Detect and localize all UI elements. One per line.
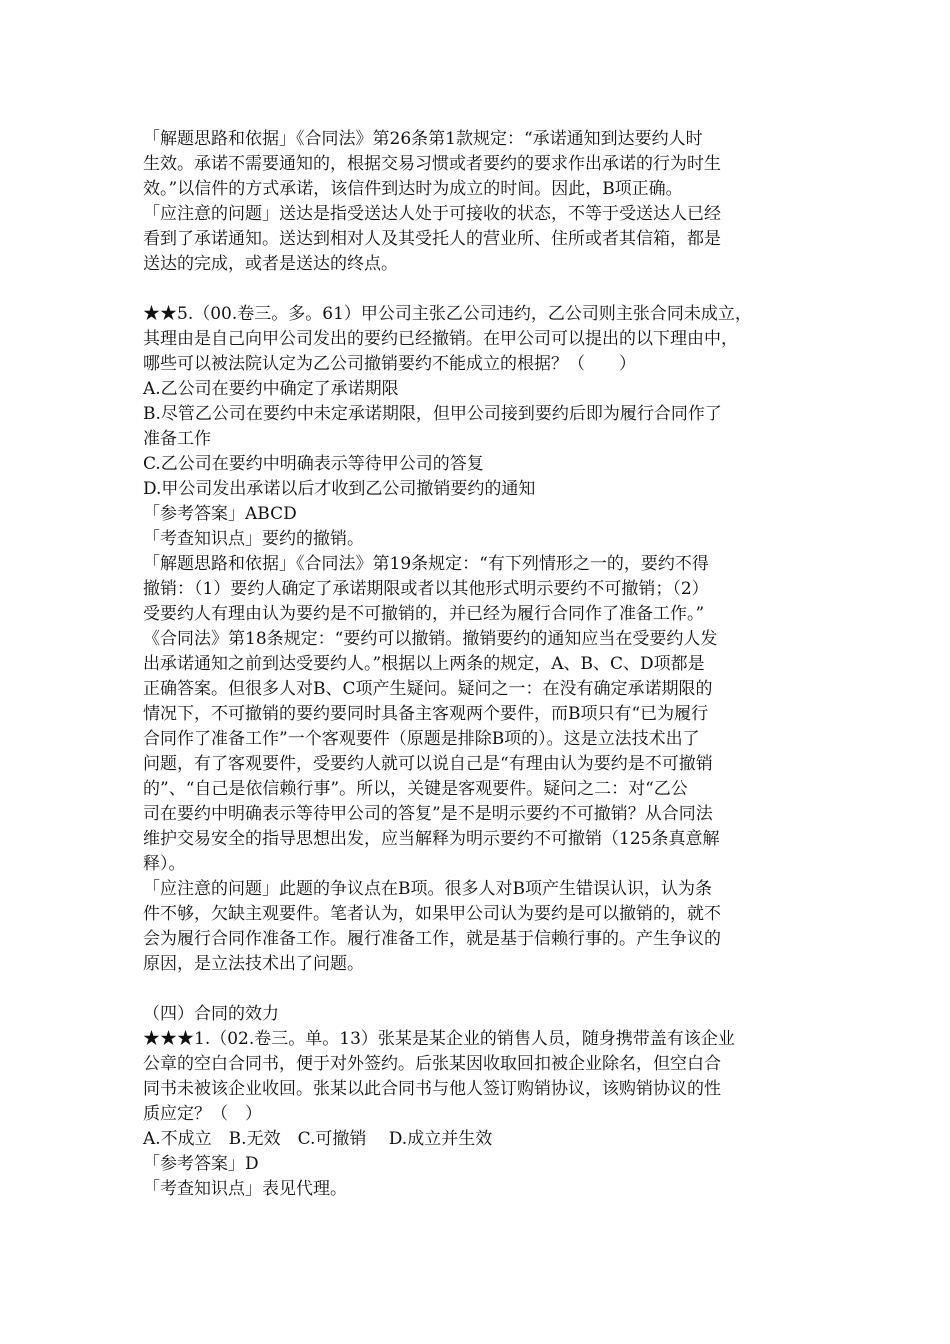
text-line: 「考查知识点」要约的撤销。	[143, 529, 364, 549]
text-line: 问题，有了客观要件，受要约人就可以说自己是“有理由认为要约是不可撤销	[143, 754, 713, 774]
text-line: 释）。	[143, 854, 186, 874]
text-line: 「解题思路和依据」《合同法》第26条第1款规定：“承诺通知到达要约人时	[143, 129, 703, 149]
text-line: 「应注意的问题」此题的争议点在B项。很多人对B项产生错误认识，认为条	[143, 879, 712, 899]
text-line: A.不成立 B.无效 C.可撤销 D.成立并生效	[143, 1129, 493, 1149]
text-line: 「参考答案」ABCD	[143, 504, 297, 524]
text-line: 同书未被该企业收回。张某以此合同书与他人签订购销协议，该购销协议的性	[143, 1079, 721, 1099]
text-line: 看到了承诺通知。送达到相对人及其受托人的营业所、住所或者其信箱，都是	[143, 229, 721, 249]
blank-line	[143, 102, 803, 127]
text-line: 撤销：（1）要约人确定了承诺期限或者以其他形式明示要约不可撤销；（2）	[143, 579, 709, 599]
text-line: 正确答案。但很多人对B、C项产生疑问。疑问之一：在没有确定承诺期限的	[143, 679, 713, 699]
text-line: 「考查知识点」表见代理。	[143, 1179, 347, 1199]
text-line: （四）合同的效力	[143, 1004, 279, 1024]
text-line: 的”、“自己是依信赖行事”。所以，关键是客观要件。疑问之二：对“乙公	[143, 779, 688, 799]
text-line: 「参考答案」D	[143, 1154, 259, 1174]
text-line: 「解题思路和依据」《合同法》第19条规定：“有下列情形之一的，要约不得	[143, 554, 709, 574]
text-line: 哪些可以被法院认定为乙公司撤销要约不能成立的根据？（ ）	[143, 354, 636, 374]
text-line: 准备工作	[143, 429, 211, 449]
text-line: B.尽管乙公司在要约中未定承诺期限，但甲公司接到要约后即为履行合同作了	[143, 404, 722, 424]
text-line: ★★5.（00.卷三。多。61）甲公司主张乙公司违约，乙公司则主张合同未成立，	[143, 304, 752, 324]
text-line: 司在要约中明确表示等待甲公司的答复”是不是明示要约不可撤销？从合同法	[143, 804, 713, 824]
text-line: D.甲公司发出承诺以后才收到乙公司撤销要约的通知	[143, 479, 536, 499]
text-line: 生效。承诺不需要通知的，根据交易习惯或者要约的要求作出承诺的行为时生	[143, 154, 721, 174]
text-line: ★★★1.（02.卷三。单。13）张某是某企业的销售人员，随身携带盖有该企业	[143, 1029, 735, 1049]
text-line: C.乙公司在要约中明确表示等待甲公司的答复	[143, 454, 484, 474]
blank-line	[143, 277, 803, 302]
text-line: 其理由是自己向甲公司发出的要约已经撤销。在甲公司可以提出的以下理由中，	[143, 329, 738, 349]
text-line: A.乙公司在要约中确定了承诺期限	[143, 379, 399, 399]
text-line: 会为履行合同作准备工作。履行准备工作，就是基于信赖行事的。产生争议的	[143, 929, 721, 949]
text-line: 出承诺通知之前到达受要约人。”根据以上两条的规定，A、B、C、D项都是	[143, 654, 705, 674]
text-line: 效。”以信件的方式承诺，该信件到达时为成立的时间。因此，B项正确。	[143, 179, 683, 199]
text-line: 维护交易安全的指导思想出发，应当解释为明示要约不可撤销（125条真意解	[143, 829, 720, 849]
document-page	[143, 102, 803, 1202]
text-line: 合同作了准备工作”一个客观要件（原题是排除B项的）。这是立法技术出了	[143, 729, 700, 749]
text-line: 送达的完成，或者是送达的终点。	[143, 254, 398, 274]
text-line: 质应定？（ ）	[143, 1104, 262, 1124]
text-line: 「应注意的问题」送达是指受送达人处于可接收的状态，不等于受送达人已经	[143, 204, 721, 224]
text-line: 受要约人有理由认为要约是不可撤销的，并已经为履行合同作了准备工作。”	[143, 604, 705, 624]
text-line: 情况下，不可撤销的要约要同时具备主客观两个要件，而B项只有“已为履行	[143, 704, 709, 724]
text-line: 件不够，欠缺主观要件。笔者认为，如果甲公司认为要约是可以撤销的，就不	[143, 904, 721, 924]
text-line: 原因，是立法技术出了问题。	[143, 954, 364, 974]
text-line: 《合同法》第18条规定：“要约可以撤销。撤销要约的通知应当在受要约人发	[143, 629, 718, 649]
text-line: 公章的空白合同书，便于对外签约。后张某因收取回扣被企业除名，但空白合	[143, 1054, 721, 1074]
blank-line	[143, 977, 803, 1002]
